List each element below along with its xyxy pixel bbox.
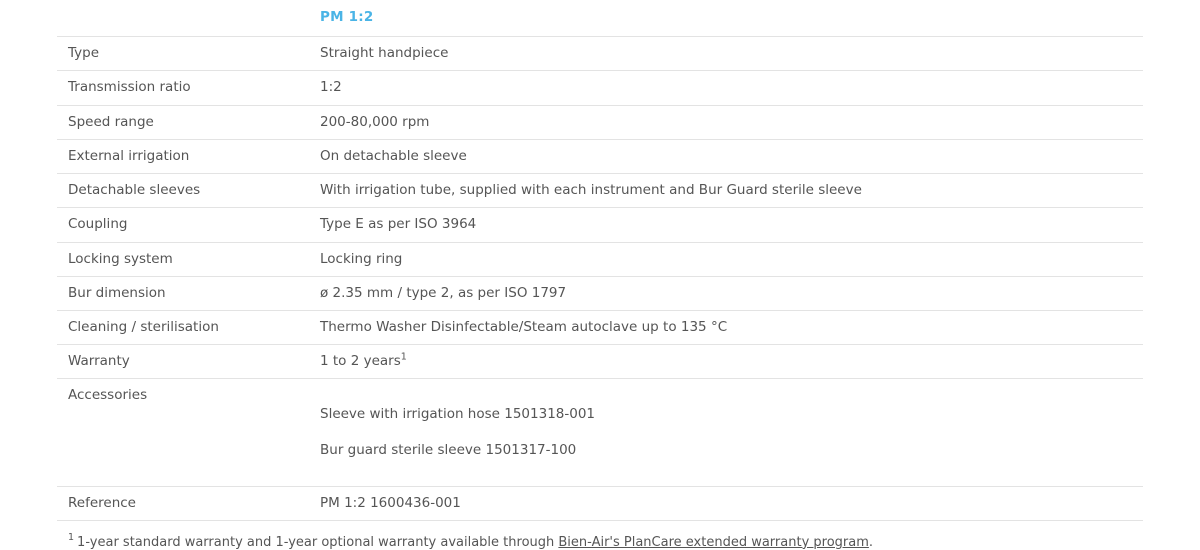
spec-label-type: Type (57, 37, 310, 71)
accessory-line-1: Sleeve with irrigation hose 1501318-001 (320, 405, 596, 422)
spec-value-coupling: Type E as per ISO 3964 (310, 208, 1143, 242)
spec-label-reference: Reference (57, 486, 310, 520)
spec-value-reference: PM 1:2 1600436-001 (310, 486, 1143, 520)
table-row (57, 486, 1143, 520)
spec-value-bur-dimension: ø 2.35 mm / type 2, as per ISO 1797 (310, 276, 1143, 310)
spec-label-detachable-sleeves: Detachable sleeves (57, 174, 310, 208)
table-row (57, 174, 1143, 208)
table-row (57, 71, 1143, 105)
spec-value-detachable-sleeves: With irrigation tube, supplied with each instrument and Bur Guard sterile sleeve (310, 174, 1143, 208)
plancare-warranty-link[interactable]: Bien-Air's PlanCare extended warranty program (558, 534, 869, 550)
product-title: PM 1:2 (310, 4, 1143, 37)
table-row-title (57, 4, 1143, 37)
spec-value-locking-system: Locking ring (310, 242, 1143, 276)
table-row (57, 37, 1143, 71)
table-row (57, 276, 1143, 310)
spec-value-warranty (310, 345, 1143, 379)
table-row (57, 105, 1143, 139)
spec-label-transmission-ratio: Transmission ratio (57, 71, 310, 105)
footnote-text-after: . (868, 534, 874, 550)
footnote-text-before: 1-year standard warranty and 1-year optional warranty available through (77, 534, 559, 550)
table-row (57, 345, 1143, 379)
table-row (57, 310, 1143, 344)
spec-label-warranty: Warranty (57, 345, 310, 379)
footnote-marker: 1 (68, 532, 75, 544)
spec-value-speed-range: 200-80,000 rpm (310, 105, 1143, 139)
spec-value-cleaning-sterilisation: Thermo Washer Disinfectable/Steam autoclave up to 135 °C (310, 310, 1143, 344)
table-row (57, 242, 1143, 276)
table-row (57, 139, 1143, 173)
spec-value-accessories (310, 379, 1143, 486)
spec-label-locking-system: Locking system (57, 242, 310, 276)
spec-label-speed-range: Speed range (57, 105, 310, 139)
warranty-text: 1 to 2 years (320, 353, 401, 370)
spec-value-transmission-ratio: 1:2 (310, 71, 1143, 105)
spec-label-cleaning-sterilisation: Cleaning / sterilisation (57, 310, 310, 344)
spec-value-external-irrigation: On detachable sleeve (310, 139, 1143, 173)
title-row-empty-label (57, 4, 310, 37)
warranty-footnote-marker: 1 (400, 351, 407, 363)
table-row (57, 379, 1143, 486)
spec-label-external-irrigation: External irrigation (57, 139, 310, 173)
spec-label-bur-dimension: Bur dimension (57, 276, 310, 310)
spec-label-coupling: Coupling (57, 208, 310, 242)
accessory-line-2: Bur guard sterile sleeve 1501317-100 (320, 442, 577, 459)
spec-sheet (0, 4, 1200, 550)
spec-label-accessories: Accessories (57, 379, 310, 486)
table-row (57, 208, 1143, 242)
footnote (68, 532, 1200, 550)
specifications-table (57, 4, 1143, 521)
spec-value-type: Straight handpiece (310, 37, 1143, 71)
